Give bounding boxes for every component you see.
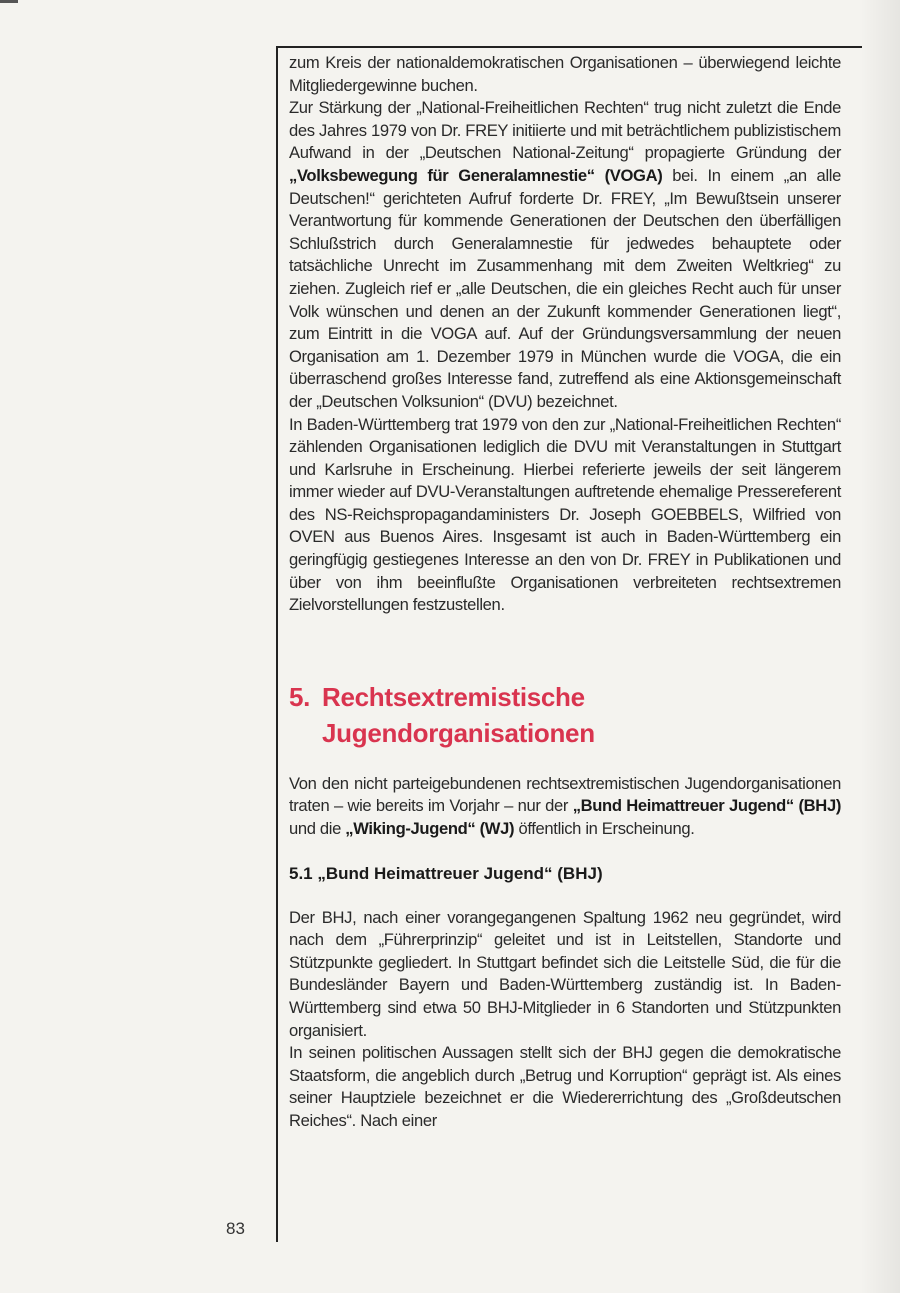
section-number: 5. <box>289 681 311 712</box>
section-title-line1: Rechtsextremistische <box>322 681 585 712</box>
paragraph <box>289 414 841 617</box>
text-run: Zur Stärkung der „National-Freiheitlichen Rechten“ trug nicht zuletzt die Ende des Jahres 1979 von Dr. FREY initiierte und mit beträchtlichem publizistischem Aufwand in der „Deutschen National-Zeitung“ propagierte Gründung der <box>289 98 841 163</box>
page-edge-shadow <box>860 0 900 1293</box>
bold-run: „Volksbewegung für Generalamnestie“ (VOGA) <box>289 165 663 185</box>
text-run: zum Kreis der nationaldemokratischen Organisationen – überwiegend leichte Mitgliedergewinne buchen. <box>289 53 841 95</box>
text-run: und die <box>289 819 346 839</box>
subsection-heading: 5.1 „Bund Heimattreuer Jugend“ (BHJ) <box>289 863 603 883</box>
paragraph <box>289 97 841 413</box>
text-run: In Baden-Württemberg trat 1979 von den zur „National-Freiheitlichen Rechten“ zählenden Organisationen lediglich die DVU mit Veranstaltungen in Stuttgart und Karlsruhe in Erscheinung. Hierbei referierte jeweils der seit längerem immer wieder auf DVU-Veranstaltungen auftretende ehemalige Pressereferent des NS-Reichspropagandaministers Dr. Joseph GOEBBELS, Wilfried von OVEN aus Buenos Aires. Insgesamt ist auch in Baden-Württemberg ein geringfügig gestiegenes Interesse an den von Dr. FREY in Publikationen und über von ihm beeinflußte Organisationen verbreiteten rechtsextremen Zielvorstellungen festzustellen. <box>289 414 841 615</box>
paragraph <box>289 1042 841 1132</box>
text-run: Von den nicht parteigebundenen rechtsextremistischen Jugendorganisationen traten – wie bereits im Vorjahr – nur der <box>289 773 841 816</box>
scan-mark <box>0 0 18 3</box>
text-run: In seinen politischen Aussagen stellt sich der BHJ gegen die demokratische Staatsform, die angeblich durch „Betrug und Korruption“ geprägt ist. Als eines seiner Hauptziele bezeichnet er die Wiedererrichtung des „Großdeutschen Reiches“. Nach einer <box>289 1043 841 1130</box>
text-run: Der BHJ, nach einer vorangegangenen Spaltung 1962 neu gegründet, wird nach dem „Führerprinzip“ geleitet und ist in Leitstellen, Standorte und Stützpunkte gegliedert. In Stuttgart befindet sich die Leitstelle Süd, die für die Bundesländer Bayern und Baden-Württemberg zuständig ist. In Baden-Württemberg sind etwa 50 BHJ-Mitglieder in 6 Standorten und Stützpunkten organisiert. <box>289 907 841 1040</box>
paragraph <box>289 907 841 1043</box>
section-title-line2: Jugendorganisationen <box>322 717 595 748</box>
section-heading <box>289 679 841 751</box>
text-run: öffentlich in Erscheinung. <box>514 819 695 839</box>
page-number: 83 <box>226 1219 245 1238</box>
margin-rule <box>276 46 278 1242</box>
text-run: bei. In einem „an alle Deutschen!“ gerichteten Aufruf forderte Dr. FREY, „Im Bewußtsein unserer Verantwortung für kommende Generationen der Deutschen den überfälligen Schlußstrich durch Generalamnestie für jedwedes behauptete oder tatsächliche Unrecht im Zusammenhang mit dem Zweiten Weltkrieg“ zu ziehen. Zugleich rief er „alle Deutschen, die ein gleiches Recht auch für unser Volk wünschen und denen an der Zukunft kommender Generationen liegt“, zum Eintritt in die VOGA auf. Auf der Gründungsversammlung der neuen Organisation am 1. Dezember 1979 in München wurde die VOGA, die ein überraschend großes Interesse fand, zutreffend als eine Aktionsgemeinschaft der „Deutschen Volksunion“ (DVU) bezeichnet. <box>289 165 841 411</box>
paragraph <box>289 52 841 97</box>
bold-run: „Bund Heimattreuer Jugend“ (BHJ) <box>572 796 841 816</box>
top-rule <box>276 46 862 48</box>
paragraph <box>289 773 841 841</box>
bold-run: „Wiking-Jugend“ (WJ) <box>345 819 515 839</box>
text-column <box>289 52 841 1133</box>
